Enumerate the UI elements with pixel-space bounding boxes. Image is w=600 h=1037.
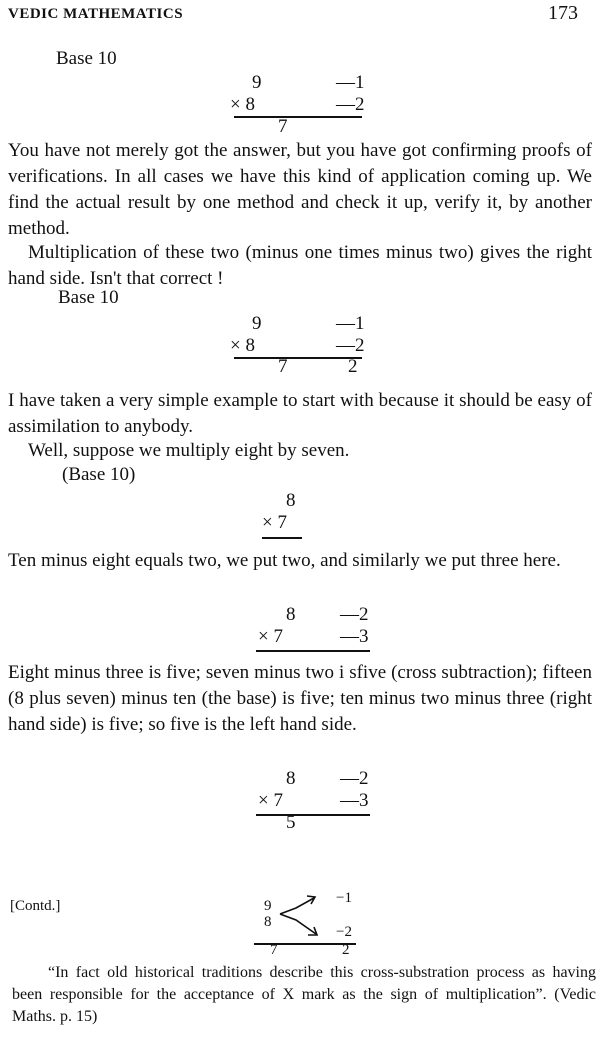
result-rule [256, 814, 370, 816]
multiplicand: 8 [286, 604, 296, 625]
multiplicand-deviation: —1 [336, 72, 365, 93]
multiplier-deviation: —3 [340, 790, 369, 811]
result-right: 2 [348, 356, 358, 377]
multiplicand: 8 [286, 490, 296, 511]
result-rule [234, 357, 362, 359]
result-rule [262, 537, 302, 539]
top-left-number: 9 [264, 898, 272, 914]
result-left: 5 [286, 812, 296, 833]
result-left: 7 [278, 116, 288, 137]
multiplier: × 7 [262, 512, 287, 533]
paragraph-6: Eight minus three is five; seven minus two i sfive (cross subtraction); fifteen (8 plus seven) minus ten (the base) is five; ten minus two minus three (right hand side) is five; so five is the left hand side. [8, 662, 592, 735]
cross-arrows-icon [276, 890, 338, 942]
result-rule [234, 116, 362, 118]
top-right-number: −1 [336, 890, 352, 906]
paragraph-1: You have not merely got the answer, but you have got confirming proofs of verifications. In all cases we have this kind of application coming up. We find the actual result by one method and check it up, verify it, by another method. [8, 140, 592, 239]
page-number: 173 [548, 2, 578, 24]
multiplier-deviation: —2 [336, 94, 365, 115]
result-left: 7 [270, 942, 278, 958]
multiplicand: 9 [252, 313, 262, 334]
result-rule [256, 650, 370, 652]
bottom-left-number: 8 [264, 914, 272, 930]
multiplier: × 8 [230, 335, 255, 356]
base-label: Base 10 [58, 287, 119, 308]
quotation: “In fact old historical traditions describe this cross-substration process as having been responsible for the acceptance of X mark as the sign of multiplication”. (Vedic Maths. p. 15) [12, 964, 596, 1025]
bottom-right-number: −2 [336, 924, 352, 940]
paragraph-5: Ten minus eight equals two, we put two, and similarly we put three here. [8, 550, 561, 571]
multiplier-deviation: —3 [340, 626, 369, 647]
base-label: (Base 10) [62, 464, 136, 485]
multiplicand-deviation: —2 [340, 604, 369, 625]
paragraph-2: Multiplication of these two (minus one times minus two) gives the right hand side. Isn't that correct ! [8, 242, 592, 289]
multiplier-deviation: —2 [336, 335, 365, 356]
base-label: Base 10 [56, 48, 117, 69]
multiplier: × 8 [230, 94, 255, 115]
result-right: 2 [342, 942, 350, 958]
multiplicand-deviation: —2 [340, 768, 369, 789]
result-left: 7 [278, 356, 288, 377]
multiplicand-deviation: —1 [336, 313, 365, 334]
multiplier: × 7 [258, 626, 283, 647]
multiplicand: 8 [286, 768, 296, 789]
continued-note: [Contd.] [10, 898, 61, 914]
multiplier: × 7 [258, 790, 283, 811]
multiplicand: 9 [252, 72, 262, 93]
paragraph-4: Well, suppose we multiply eight by seven. [28, 440, 350, 461]
running-head: VEDIC MATHEMATICS [8, 6, 184, 22]
paragraph-3: I have taken a very simple example to start with because it should be easy of assimilation to anybody. [8, 390, 592, 437]
